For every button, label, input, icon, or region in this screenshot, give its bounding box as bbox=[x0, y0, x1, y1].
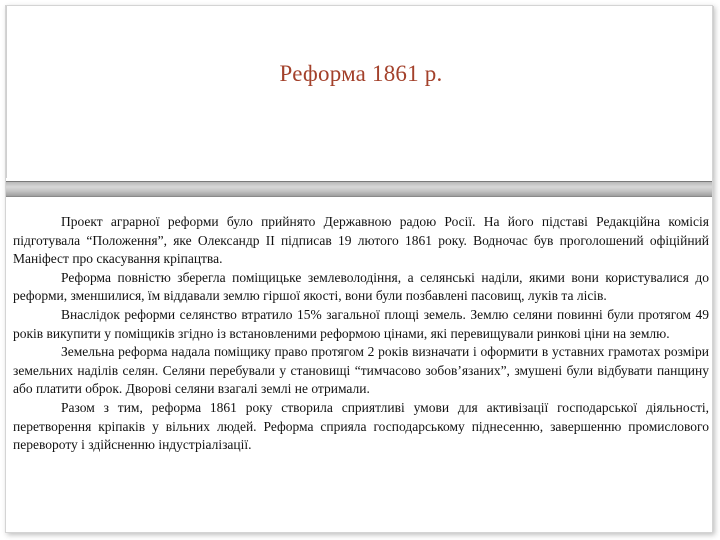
paragraph: Проект аграрної реформи було прийнято Державною радою Росії. На його підставі Редакційна комісія підготувала “Положення”, яке Олександр II підписав 19 лютого 1861 року. Водночас був проголошений офіційний Маніфест про скасування кріпацтва. bbox=[13, 214, 709, 267]
slide-title: Реформа 1861 р. bbox=[279, 61, 443, 86]
paragraph: Земельна реформа надала поміщику право протягом 2 років визначати і оформити в уставних грамотах розміри земельних наділів селян. Селяни перебували у становищі “тимчасово зобов’язаних”, змушені були відбувати панщину або платити оброк. Дворові селяни взагалі землі не отримали. bbox=[13, 344, 709, 397]
divider-bottom-line bbox=[6, 196, 712, 197]
paragraph: Реформа повністю зберегла поміщицьке землеволодіння, а селянські наділи, якими вони користувалися до реформи, зменшилися, їм віддавали землю гіршої якості, вони були позбавлені пасовищ, луків та лісів. bbox=[13, 269, 709, 304]
divider-band bbox=[6, 182, 712, 196]
slide-body bbox=[13, 213, 709, 455]
paragraph: Внаслідок реформи селянство втратило 15% загальної площі земель. Землю селяни повинні були протягом 49 років викупити у поміщиків згідно із встановленими реформою цінами, які перевищували ринкові ціни на землю. bbox=[13, 306, 709, 341]
paragraph: Разом з тим, реформа 1861 року створила сприятливі умови для активізації господарської діяльності, перетворення кріпаків у вільних людей. Реформа сприяла господарському піднесенню, завершенню промислового перевороту і здійсненню індустріалізації. bbox=[13, 399, 709, 453]
title-area bbox=[6, 6, 714, 178]
